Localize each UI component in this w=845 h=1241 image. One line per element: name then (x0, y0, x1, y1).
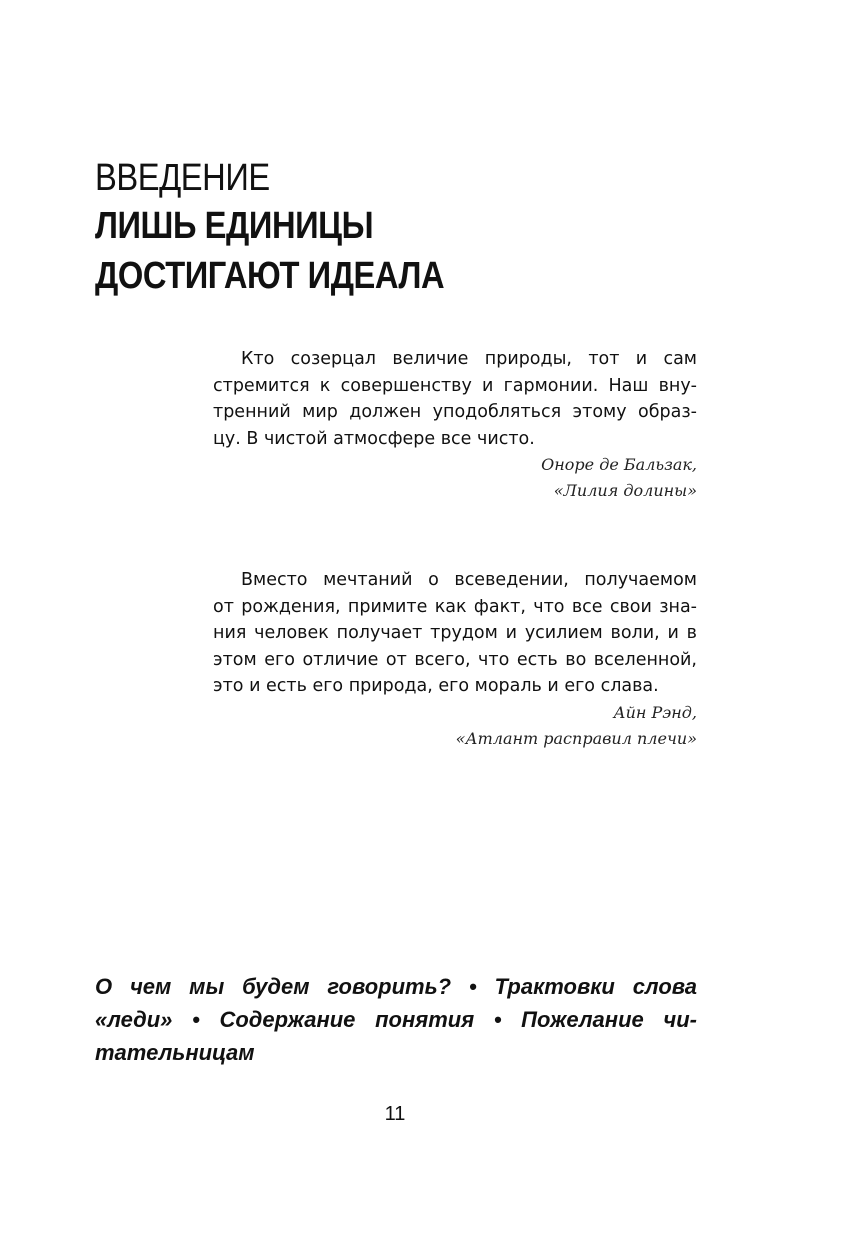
epigraph-line: Вместо мечтаний о всеведении, получаемом (241, 570, 697, 590)
epigraph-rand (213, 567, 697, 752)
topics-line: О чем мы будем говорить? • Трактовки слова (95, 974, 697, 999)
chapter-title-line: ЛИШЬ ЕДИНИЦЫ (95, 205, 374, 247)
epigraph-source: «Лилия долины» (553, 481, 697, 500)
chapter-title-line: ДОСТИГАЮТ ИДЕАЛА (95, 255, 445, 297)
epigraph-line: Кто созерцал величие природы, тот и сам (241, 349, 697, 369)
epigraph-source: «Атлант расправил плечи» (455, 728, 697, 748)
chapter-title (95, 201, 444, 301)
epigraph-line: этом его отличие от всего, что есть во вселенной, (213, 649, 697, 670)
epigraph-author: Айн Рэнд, (613, 702, 697, 722)
page-number: 11 (384, 1103, 406, 1125)
epigraph-line: стремится к совершенству и гармонии. Наш вну- (213, 375, 697, 396)
epigraph-line: от рождения, примите как факт, что все свои зна- (213, 596, 697, 617)
epigraph-line: цу. В чистой атмосфере все чисто. (213, 428, 535, 449)
chapter-topics (95, 970, 697, 1069)
epigraph-author: Оноре де Бальзак, (541, 455, 697, 474)
epigraph-line: это и есть его природа, его мораль и его слава. (213, 676, 659, 696)
epigraph-text (213, 567, 697, 700)
epigraph-text (213, 346, 697, 452)
topics-line: тательницам (95, 1040, 255, 1065)
topics-line: «леди» • Содержание понятия • Пожелание чи- (95, 1007, 697, 1032)
epigraph-line: ния человек получает трудом и усилием воли, и в (213, 623, 697, 643)
epigraph-balzac (213, 346, 697, 504)
chapter-label: ВВЕДЕНИЕ (95, 157, 270, 199)
epigraph-line: тренний мир должен уподобляться этому образ- (213, 402, 697, 422)
